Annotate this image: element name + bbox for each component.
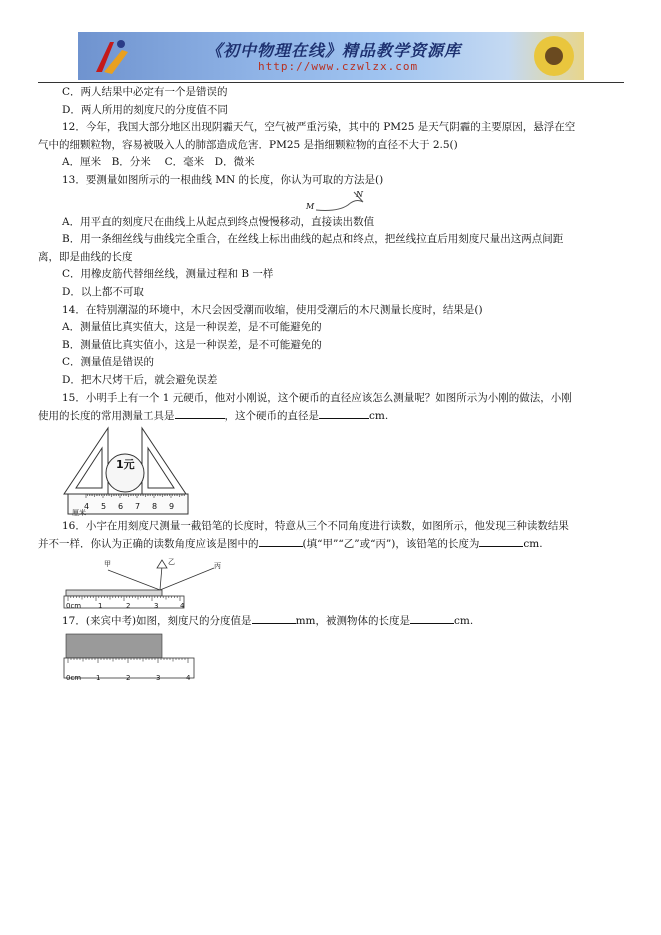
view-label-bing: 丙 [214, 561, 221, 570]
answer-blank-division[interactable] [252, 612, 296, 624]
answer-blank-tool[interactable] [175, 407, 225, 419]
q13-option-c: C．用橡皮筋代替细丝线，测量过程和 B 一样 [62, 268, 274, 281]
unit-label: 厘米 [72, 508, 86, 517]
banner-title: 《初中物理在线》精品教学资源库 [206, 41, 462, 60]
q14-option-a: A．测量值比真实值大，这是一种误差，是不可能避免的 [62, 321, 322, 334]
tick-label: 6 [118, 501, 124, 511]
figure-coin-measure [38, 426, 624, 518]
tick-label: 7 [135, 501, 141, 511]
question-13: 13．要测量如图所示的一根曲线 MN 的长度，你认为可取的方法是() [62, 173, 384, 186]
label-m: M [306, 201, 315, 211]
question-16-cont: 并不一样．你认为正确的读数角度应该是图中的 (填“甲”“乙”或“丙”)，该铅笔的长度为 cm. [38, 535, 624, 554]
q14-option-c: C．测量值是错误的 [62, 356, 155, 369]
q13-option-d: D．以上都不可取 [62, 285, 144, 298]
tick-label: 0cm [66, 601, 82, 610]
header-banner [78, 32, 584, 80]
document-body [38, 84, 624, 688]
q14-option-d: D．把木尺烤干后，就会避免误差 [62, 373, 218, 386]
answer-blank-pencil-length[interactable] [479, 535, 523, 547]
question-16: 16．小宇在用刻度尺测量一截铅笔的长度时，特意从三个不同角度进行读数，如图所示，他发现三种读数结果 [62, 519, 569, 532]
tick-label: 9 [169, 501, 175, 511]
question-14: 14．在特别潮湿的环境中，木尺会因受潮而收缩，使用受潮后的木尺测量长度时，结果是() [62, 303, 483, 316]
view-label-jia: 甲 [104, 559, 111, 568]
tick-label: 3 [154, 601, 159, 610]
question-12: 12．今年，我国大部分地区出现阴霾天气，空气被严重污染，其中的 PM25 是天气阴霾的主要原因，悬浮在空 [62, 121, 576, 134]
tick-label: 4 [180, 601, 185, 610]
tick-label: 2 [126, 601, 131, 610]
label-n: N [356, 189, 363, 199]
tick-label: 5 [101, 501, 107, 511]
tick-label: 1 [98, 601, 103, 610]
option-c: C．两人结果中必定有一个是错误的 [62, 86, 228, 98]
logo-icon [88, 36, 138, 76]
tick-label: 2 [126, 674, 131, 683]
tick-label: 0cm [66, 674, 82, 683]
q13-option-a: A．用平直的刻度尺在曲线上从起点到终点慢慢移动，直接读出数值 [62, 215, 375, 228]
figure-ruler-object [38, 630, 624, 688]
tick-label: 1 [96, 674, 101, 683]
figure-curve-mn [38, 190, 624, 214]
header-rule [38, 82, 624, 83]
question-15: 15．小明手上有一个 1 元硬币，他对小刚说，这个硬币的直径应该怎么测量呢？如图所示为小刚的做法，小刚 [62, 391, 572, 404]
answer-blank-object-length[interactable] [410, 612, 454, 624]
answer-blank-angle[interactable] [259, 535, 303, 547]
view-label-yi: 乙 [168, 557, 175, 566]
answer-blank-diameter[interactable] [319, 407, 369, 419]
q13-option-b-cont: 离，即是曲线的长度 [38, 250, 133, 263]
coin-value-label: 1元 [116, 457, 135, 471]
figure-pencil-reading [38, 554, 624, 612]
tick-label: 8 [152, 501, 158, 511]
tick-label: 3 [156, 674, 161, 683]
question-12-options: A．厘米 B．分米 C．毫米 D．微米 [62, 156, 255, 169]
tick-label: 4 [84, 501, 90, 511]
q13-option-b: B．用一条细丝线与曲线完全重合，在丝线上标出曲线的起点和终点，把丝线拉直后用刻度尺量出这两点间距 [62, 233, 564, 246]
tick-label: 4 [186, 674, 191, 683]
question-17: 17．(来宾中考)如图，刻度尺的分度值是 mm，被测物体的长度是 cm. [38, 612, 624, 631]
q14-option-b: B．测量值比真实值小，这是一种误差，是不可能避免的 [62, 338, 322, 351]
sunflower-icon [504, 32, 584, 80]
option-d: D．两人所用的刻度尺的分度值不同 [62, 103, 228, 116]
question-12-cont: 气中的细颗粒物，容易被吸入人的肺部造成危害．PM25 是指细颗粒物的直径不大于 2.5() [38, 138, 458, 151]
question-15-cont: 使用的长度的常用测量工具是 ，这个硬币的直径是 cm. [38, 407, 624, 426]
banner-url: http://www.czwlzx.com [258, 60, 419, 73]
